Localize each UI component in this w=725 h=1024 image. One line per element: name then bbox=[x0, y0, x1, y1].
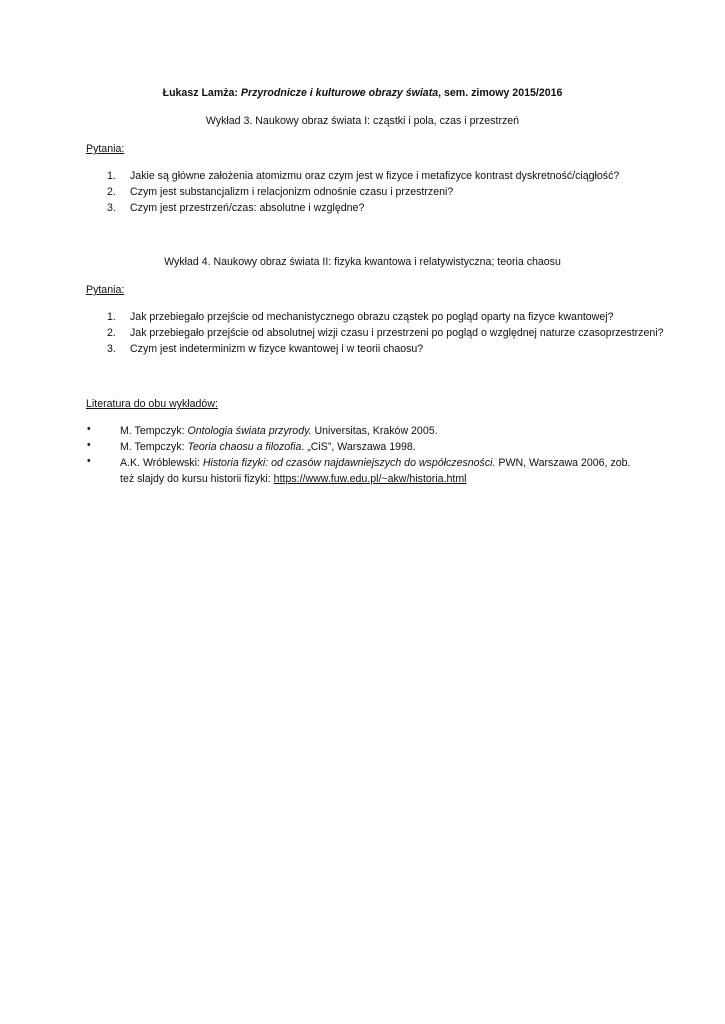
bullet-icon: • bbox=[87, 455, 91, 467]
question-text: Jak przebiegało przejście od mechanistycznego obrazu cząstek po pogląd oparty na fizyce kwantowej? bbox=[130, 311, 614, 323]
question-text: Jakie są główne założenia atomizmu oraz czym jest w fizyce i metafizyce kontrast dyskretność/ciągłość? bbox=[130, 170, 620, 182]
question-number: 1. bbox=[107, 170, 116, 182]
question-number: 1. bbox=[107, 311, 116, 323]
header-author: Łukasz Lamża: bbox=[162, 87, 241, 99]
lecture-4-questions-label: Pytania: bbox=[86, 284, 125, 296]
literature-entry bbox=[120, 455, 635, 487]
literature-title: Historia fizyki: od czasów najdawniejszych do współczesności. bbox=[202, 457, 496, 469]
literature-author: M. Tempczyk: bbox=[120, 425, 188, 437]
lecture-3-title: Wykład 3. Naukowy obraz świata I: cząstki i pola, czas i przestrzeń bbox=[205, 115, 520, 127]
lecture-4-title: Wykład 4. Naukowy obraz świata II: fizyka kwantowa i relatywistyczna; teoria chaosu bbox=[164, 256, 561, 268]
question-number: 2. bbox=[107, 327, 116, 339]
question-text: Czym jest przestrzeń/czas: absolutne i względne? bbox=[130, 202, 365, 214]
literature-publication: PWN, Warszawa 2006, zob. też slajdy do kursu historii fizyki: bbox=[120, 457, 631, 485]
question-text: Czym jest indeterminizm w fizyce kwantowej i w teorii chaosu? bbox=[130, 343, 424, 355]
literature-author: M. Tempczyk: bbox=[120, 441, 188, 453]
literature-publication: Universitas, Kraków 2005. bbox=[311, 425, 438, 437]
lecture-3-questions-label: Pytania: bbox=[86, 143, 125, 155]
literature-title: Teoria chaosu a filozofia bbox=[187, 441, 302, 453]
question-text: Czym jest substancjalizm i relacjonizm odnośnie czasu i przestrzeni? bbox=[130, 186, 454, 198]
literature-author: A.K. Wróblewski: bbox=[120, 457, 203, 469]
literature-link[interactable]: https://www.fuw.edu.pl/~akw/historia.html bbox=[273, 473, 467, 485]
literature-publication: . „CiS”, Warszawa 1998. bbox=[301, 441, 416, 453]
header-semester: , sem. zimowy 2015/2016 bbox=[438, 87, 563, 99]
question-number: 3. bbox=[107, 343, 116, 355]
bullet-icon: • bbox=[87, 439, 91, 451]
bullet-icon: • bbox=[87, 423, 91, 435]
literature-entry bbox=[120, 423, 635, 439]
literature-label: Literatura do obu wykładów: bbox=[86, 398, 218, 410]
document-header bbox=[0, 87, 725, 100]
question-number: 2. bbox=[107, 186, 116, 198]
literature-title: Ontologia świata przyrody. bbox=[187, 425, 312, 437]
question-number: 3. bbox=[107, 202, 116, 214]
header-course-title: Przyrodnicze i kulturowe obrazy świata bbox=[240, 87, 439, 99]
literature-entry bbox=[120, 439, 635, 455]
question-text: Jak przebiegało przejście od absolutnej wizji czasu i przestrzeni po pogląd o względnej naturze czasoprzestrzeni? bbox=[130, 327, 664, 339]
